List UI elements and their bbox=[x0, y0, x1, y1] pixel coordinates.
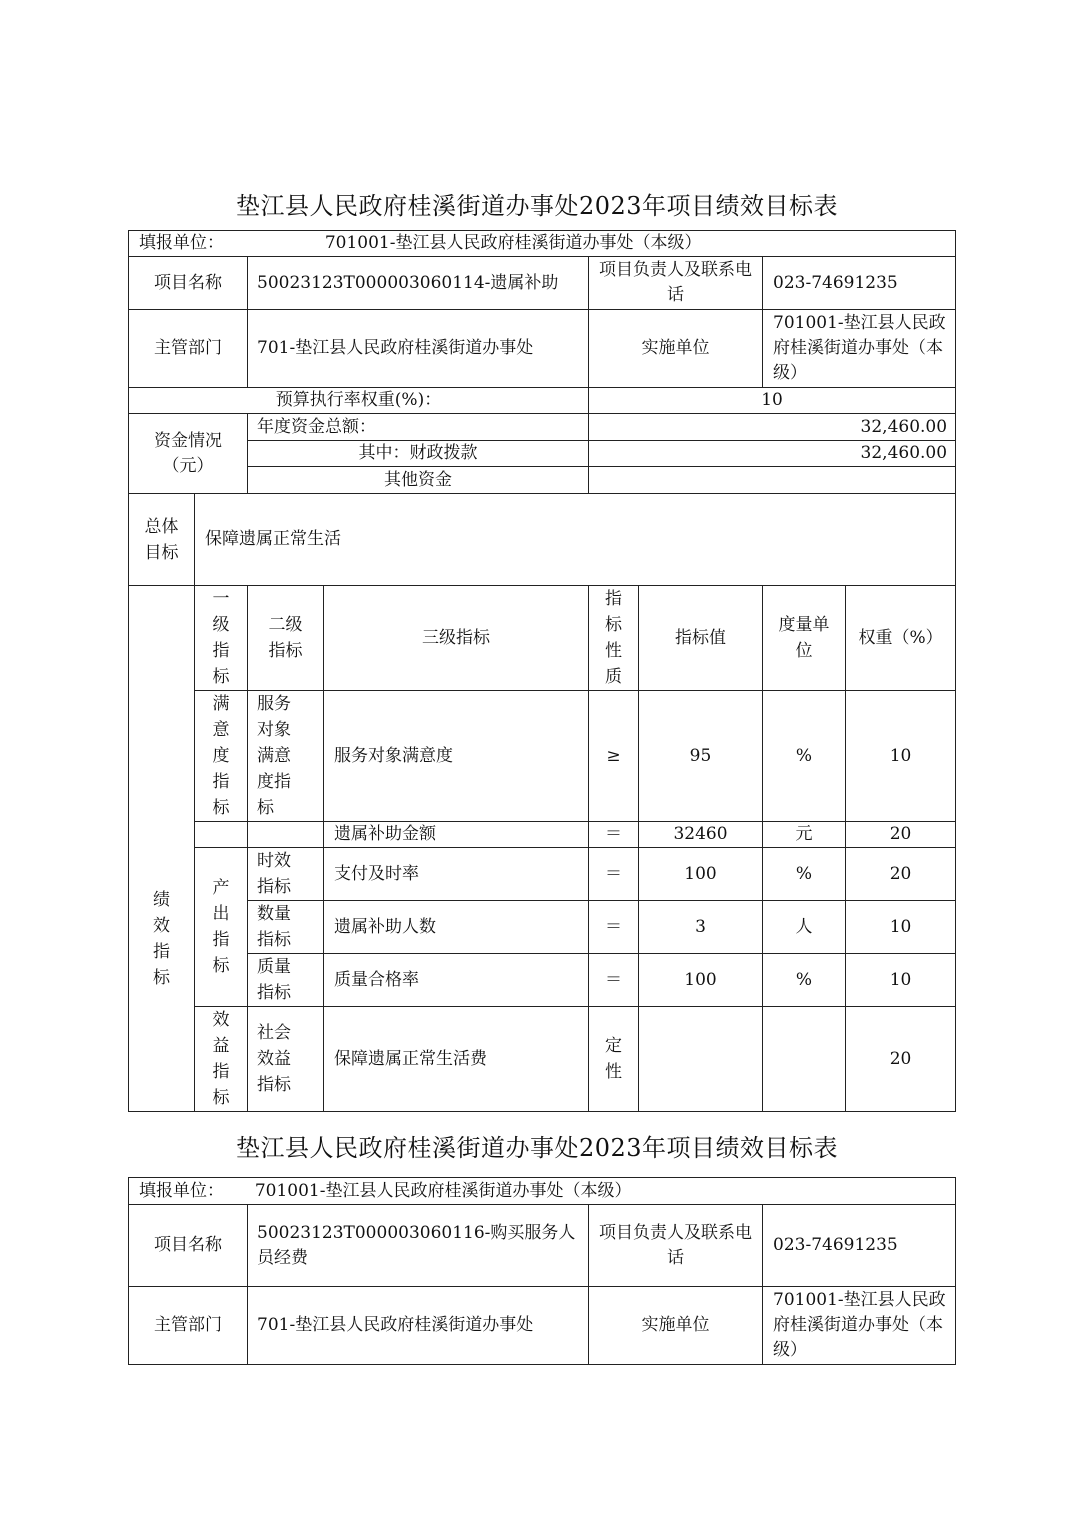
nature-cell: ＝ bbox=[589, 901, 639, 954]
dept-label: 主管部门 bbox=[129, 1287, 248, 1365]
contact-label: 项目负责人及联系电话 bbox=[589, 1205, 763, 1287]
annual-total-label: 年度资金总额： bbox=[248, 414, 589, 441]
weight-cell: 20 bbox=[846, 822, 956, 848]
group-benefit: 效益指标 bbox=[195, 1007, 248, 1112]
value-cell: 3 bbox=[639, 901, 763, 954]
nature-cell: ＝ bbox=[589, 954, 639, 1007]
header-level3: 三级指标 bbox=[324, 586, 589, 691]
other-funds-value bbox=[589, 467, 956, 494]
level3-cell: 质量合格率 bbox=[324, 954, 589, 1007]
contact-value: 023-74691235 bbox=[763, 1205, 956, 1287]
doc1-performance-table bbox=[128, 230, 956, 1112]
doc1-project-row bbox=[129, 257, 956, 310]
doc1-title: 垫江县人民政府桂溪街道办事处2023年项目绩效目标表 bbox=[235, 192, 839, 220]
nature-cell: ＝ bbox=[589, 822, 639, 848]
weight-cell: 20 bbox=[846, 1007, 956, 1112]
unit-cell: 人 bbox=[763, 901, 846, 954]
impl-label: 实施单位 bbox=[589, 310, 763, 388]
doc2-title: 垫江县人民政府桂溪街道办事处2023年项目绩效目标表 bbox=[235, 1134, 839, 1162]
value-cell: 32460 bbox=[639, 822, 763, 848]
project-name-value: 50023123T000003060116-购买服务人员经费 bbox=[248, 1205, 589, 1287]
doc2-dept-row bbox=[129, 1287, 956, 1365]
fiscal-label: 其中：财政拨款 bbox=[248, 441, 589, 467]
weight-cell: 10 bbox=[846, 954, 956, 1007]
funds-label: 资金情况（元） bbox=[129, 414, 248, 494]
group-satisfaction: 满意度指标 bbox=[195, 691, 248, 822]
nature-cell: 定性 bbox=[589, 1007, 639, 1112]
unit-cell: % bbox=[763, 848, 846, 901]
dept-label: 主管部门 bbox=[129, 310, 248, 388]
level2-cell: 服务对象满意度指标 bbox=[248, 691, 324, 822]
project-name-label: 项目名称 bbox=[129, 257, 248, 310]
impl-value: 701001-垫江县人民政府桂溪街道办事处（本级） bbox=[763, 310, 956, 388]
report-unit-label: 填报单位： bbox=[139, 233, 224, 253]
impl-value: 701001-垫江县人民政府桂溪街道办事处（本级） bbox=[763, 1287, 956, 1365]
annual-total-value: 32,460.00 bbox=[589, 414, 956, 441]
level3-cell: 保障遗属正常生活费 bbox=[324, 1007, 589, 1112]
table-row bbox=[129, 954, 956, 1007]
group-output: 产出指标 bbox=[195, 848, 248, 1007]
unit-cell bbox=[763, 1007, 846, 1112]
unit-cell: % bbox=[763, 954, 846, 1007]
value-cell bbox=[639, 1007, 763, 1112]
doc1-dept-row bbox=[129, 310, 956, 388]
level2-cell: 质量指标 bbox=[248, 954, 324, 1007]
other-funds-label: 其他资金 bbox=[248, 467, 589, 494]
header-level2: 二级指标 bbox=[248, 586, 324, 691]
weight-cell: 10 bbox=[846, 691, 956, 822]
value-cell: 100 bbox=[639, 954, 763, 1007]
goal-value: 保障遗属正常生活 bbox=[195, 494, 956, 586]
doc1-report-unit-row bbox=[129, 231, 956, 257]
doc1-goal-row bbox=[129, 494, 956, 586]
perf-label: 绩效指标 bbox=[129, 586, 195, 1112]
level2-cell: 数量指标 bbox=[248, 901, 324, 954]
weight-cell: 20 bbox=[846, 848, 956, 901]
table-row bbox=[129, 691, 956, 822]
dept-value: 701-垫江县人民政府桂溪街道办事处 bbox=[248, 310, 589, 388]
report-unit-value: 701001-垫江县人民政府桂溪街道办事处（本级） bbox=[254, 1180, 632, 1201]
doc1-annual-total-row bbox=[129, 414, 956, 441]
header-unit: 度量单位 bbox=[763, 586, 846, 691]
nature-cell: ＝ bbox=[589, 848, 639, 901]
fiscal-value: 32,460.00 bbox=[589, 441, 956, 467]
table-row bbox=[129, 1007, 956, 1112]
report-unit-label: 填报单位： bbox=[139, 1180, 224, 1201]
table-row bbox=[129, 901, 956, 954]
level2-cell: 时效指标 bbox=[248, 848, 324, 901]
unit-cell: % bbox=[763, 691, 846, 822]
budget-weight-label: 预算执行率权重(%)： bbox=[129, 388, 589, 414]
doc1-fiscal-row bbox=[129, 441, 956, 467]
level2-cell bbox=[248, 822, 324, 848]
header-weight: 权重（%） bbox=[846, 586, 956, 691]
level3-cell: 遗属补助人数 bbox=[324, 901, 589, 954]
doc1-budget-weight-row bbox=[129, 388, 956, 414]
value-cell: 95 bbox=[639, 691, 763, 822]
level3-cell: 遗属补助金额 bbox=[324, 822, 589, 848]
header-nature: 指标性质 bbox=[589, 586, 639, 691]
unit-cell: 元 bbox=[763, 822, 846, 848]
header-value: 指标值 bbox=[639, 586, 763, 691]
goal-label: 总体目标 bbox=[129, 494, 195, 586]
project-name-value: 50023123T000003060114-遗属补助 bbox=[248, 257, 589, 310]
doc2-report-unit-row bbox=[129, 1178, 956, 1205]
nature-cell: ≥ bbox=[589, 691, 639, 822]
value-cell: 100 bbox=[639, 848, 763, 901]
header-level1: 一级指标 bbox=[195, 586, 248, 691]
project-name-label: 项目名称 bbox=[129, 1205, 248, 1287]
contact-value: 023-74691235 bbox=[763, 257, 956, 310]
table-row bbox=[129, 848, 956, 901]
doc1-other-funds-row bbox=[129, 467, 956, 494]
table-row bbox=[129, 822, 956, 848]
level3-cell: 服务对象满意度 bbox=[324, 691, 589, 822]
doc2-project-row bbox=[129, 1205, 956, 1287]
dept-value: 701-垫江县人民政府桂溪街道办事处 bbox=[248, 1287, 589, 1365]
doc2-performance-table bbox=[128, 1177, 956, 1365]
doc1-header-row bbox=[129, 586, 956, 691]
budget-weight-value: 10 bbox=[589, 388, 956, 414]
level3-cell: 支付及时率 bbox=[324, 848, 589, 901]
contact-label: 项目负责人及联系电话 bbox=[589, 257, 763, 310]
report-unit-value: 701001-垫江县人民政府桂溪街道办事处（本级） bbox=[324, 233, 702, 253]
level1-blank-cell bbox=[195, 822, 248, 848]
impl-label: 实施单位 bbox=[589, 1287, 763, 1365]
level2-cell: 社会效益指标 bbox=[248, 1007, 324, 1112]
weight-cell: 10 bbox=[846, 901, 956, 954]
